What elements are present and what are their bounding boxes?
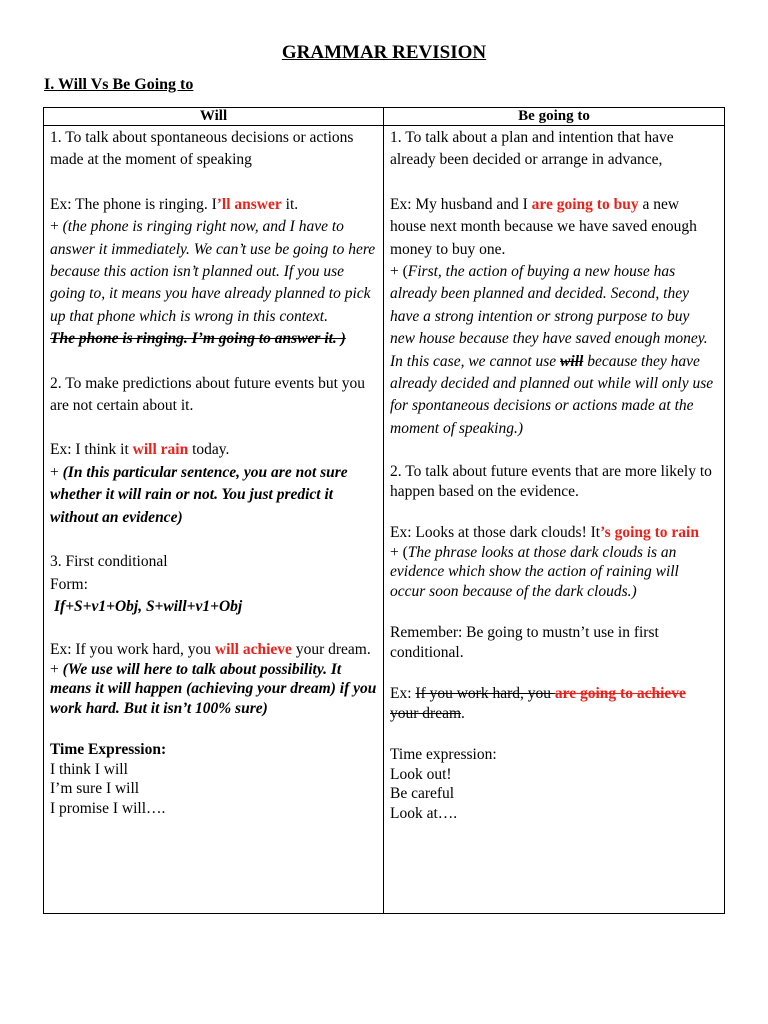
will-time-item: I’m sure I will [50, 780, 140, 798]
going-note-2: + (The phrase looks at those dark clouds is an evidence which show the action of raining will occur soon because of the dark clouds.) [390, 543, 679, 600]
going-wrong-example: Ex: If you work hard, you are going to achieve your dream. [390, 685, 686, 722]
will-column [44, 126, 384, 914]
header-will: Will [44, 108, 384, 126]
going-use-1: 1. To talk about a plan and intention that have already been decided or arrange in advance, [390, 129, 674, 169]
will-time-title: Time Expression: [50, 741, 167, 759]
will-use-2: 2. To make predictions about future events but you are not certain about it. [50, 374, 366, 415]
will-time-item: I promise I will…. [50, 799, 166, 817]
header-going: Be going to [384, 108, 725, 126]
going-time-title: Time expression: [390, 746, 497, 764]
table-header-row [44, 108, 725, 126]
will-time-item: I think I will [50, 760, 128, 778]
going-column [384, 126, 725, 914]
going-example-2: Ex: Looks at those dark clouds! It’s going to rain [390, 524, 699, 542]
going-note-1: + (First, the action of buying a new house has already been planned and decided. Second, they have a strong intention or strong purpose to buy new house because they have saved enough money. In this case, we cannot use will because they have already decided and planned out while will only use for spontaneous decisions or actions made at the moment of speaking.) [390, 263, 714, 437]
going-remember: Remember: Be going to mustn’t use in first conditional. [390, 624, 659, 661]
going-time-item: Look at…. [390, 804, 458, 822]
going-time-item: Be careful [390, 785, 455, 803]
going-time-item: Look out! [390, 765, 452, 783]
will-wrong-example: The phone is ringing. I’m going to answer it. ) [50, 330, 346, 348]
will-example-1: Ex: The phone is ringing. I’ll answer it. [50, 195, 299, 213]
form-formula: If+S+v1+Obj, S+will+v1+Obj [54, 597, 243, 615]
comparison-table [43, 107, 725, 914]
will-note-2: + (In this particular sentence, you are not sure whether it will rain or not. You just predict it without an evidence) [50, 463, 348, 526]
page-title: GRAMMAR REVISION [281, 42, 487, 63]
will-use-3: 3. First conditional [50, 553, 168, 571]
table-body-row [44, 126, 725, 914]
will-note-3: + (We use will here to talk about possibility. It means it will happen (achieving your dream) if you work hard. But it isn’t 100% sure) [50, 660, 377, 717]
form-label: Form: [50, 575, 88, 593]
will-note-1: + (the phone is ringing right now, and I have to answer it immediately. We can’t use be going to here because this action isn’t planned out. If you use going to, it means you have already planned to pick up that phone which is wrong in this context. [50, 218, 376, 325]
will-example-2: Ex: I think it will rain today. [50, 441, 230, 459]
will-example-3: Ex: If you work hard, you will achieve your dream. [50, 641, 371, 659]
going-use-2: 2. To talk about future events that are more likely to happen based on the evidence. [390, 463, 712, 500]
section-heading: I. Will Vs Be Going to [44, 76, 194, 93]
will-use-1: 1. To talk about spontaneous decisions or actions made at the moment of speaking [50, 129, 354, 169]
going-example-1: Ex: My husband and I are going to buy a new house next month because we have saved enough money to buy one. [390, 195, 697, 258]
